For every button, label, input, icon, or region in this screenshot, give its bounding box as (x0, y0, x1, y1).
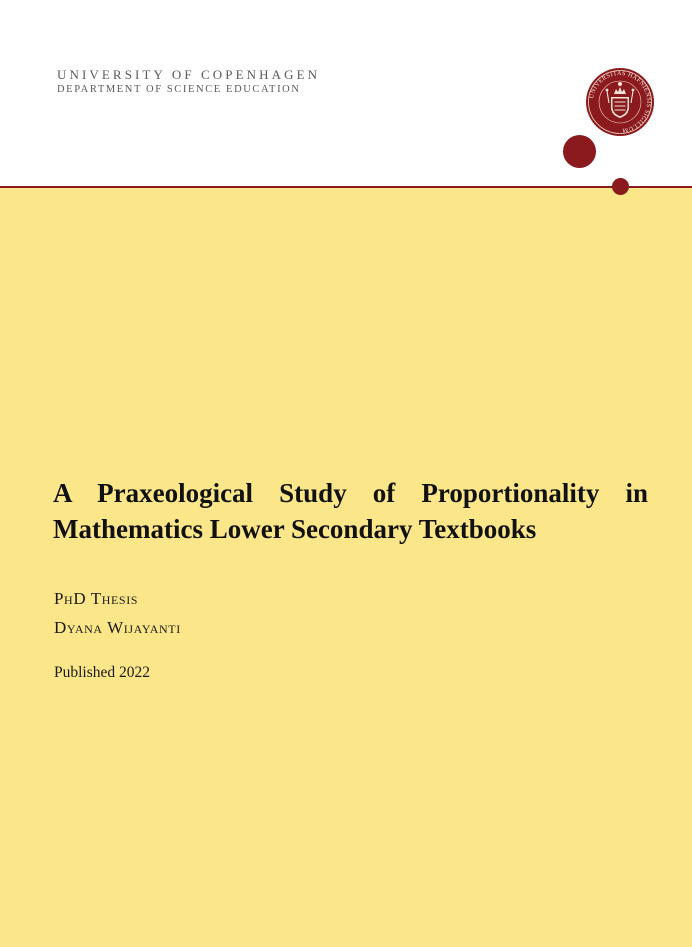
author-name: Dyana Wijayanti (54, 618, 181, 637)
document-type: PhD Thesis (54, 589, 139, 608)
thesis-title (53, 475, 648, 547)
cover-panel (0, 188, 692, 947)
publication-date: Published 2022 (54, 664, 151, 681)
thesis-title-line-2: Mathematics Lower Secondary Textbooks (53, 514, 537, 544)
university-name: UNIVERSITY OF COPENHAGEN (57, 67, 321, 82)
decorative-dot-small (612, 178, 629, 195)
header-band (0, 0, 692, 187)
header-divider (0, 186, 692, 188)
decorative-dot-large (563, 135, 596, 168)
university-seal-icon (585, 67, 655, 137)
department-name: DEPARTMENT OF SCIENCE EDUCATION (57, 84, 301, 95)
thesis-title-line-1: A Praxeological Study of Proportionality in (53, 478, 648, 508)
svg-text:UNIVERSITAS HAFNIENSIS SIGILLU: UNIVERSITAS HAFNIENSIS SIGILLUM (588, 69, 653, 135)
